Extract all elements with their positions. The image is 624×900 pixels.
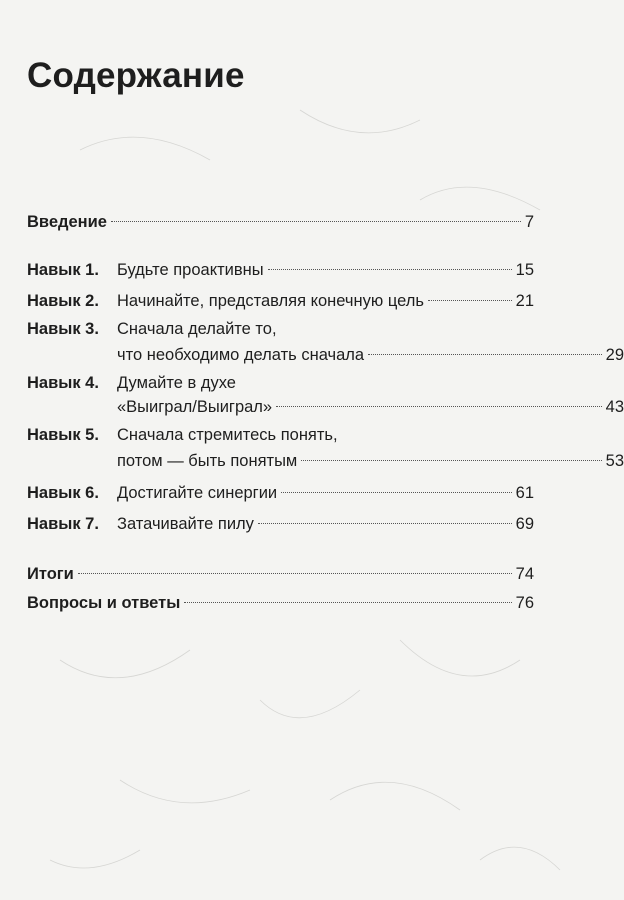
toc-entry-qa[interactable] [27, 592, 534, 614]
toc-page-number: 69 [515, 515, 534, 533]
toc-page-number: 74 [515, 565, 534, 583]
dot-leader [184, 602, 511, 603]
dot-leader [301, 460, 601, 461]
toc-page-number: 15 [515, 261, 534, 279]
dot-leader [281, 492, 512, 493]
toc-page-number: 53 [605, 452, 624, 470]
toc-entry-label: Итоги [27, 565, 74, 583]
toc-entry-skill-5[interactable] [27, 424, 534, 446]
skill-title-cont: что необходимо делать сначала [117, 346, 365, 364]
toc-entry-skill-4[interactable] [27, 372, 534, 394]
toc-page-number: 43 [605, 398, 624, 416]
toc-entry-skill-2[interactable] [27, 290, 534, 312]
skill-number: Навык 5. [27, 426, 99, 444]
toc-page-number: 76 [515, 594, 534, 612]
toc-entry-skill-6[interactable] [27, 482, 534, 504]
toc-page-number: 21 [515, 292, 534, 310]
dot-leader [428, 300, 512, 301]
toc-entry-label: Введение [27, 213, 107, 231]
toc-entry-skill-5-cont[interactable] [27, 450, 624, 472]
dot-leader [268, 269, 512, 270]
toc-entry-skill-1[interactable] [27, 259, 534, 281]
dot-leader [78, 573, 512, 574]
skill-title: Сначала стремитесь понять, [117, 426, 338, 444]
skill-title: Начинайте, представляя конечную цель [117, 292, 424, 310]
skill-number: Навык 4. [27, 374, 99, 392]
skill-title: Будьте проактивны [117, 261, 264, 279]
skill-number: Навык 2. [27, 292, 99, 310]
skill-title: Затачивайте пилу [117, 515, 254, 533]
toc-entry-summary[interactable] [27, 563, 534, 585]
skill-title-cont: «Выиграл/Выиграл» [117, 398, 273, 416]
skill-number: Навык 1. [27, 261, 99, 279]
toc-page-number: 61 [515, 484, 534, 502]
dot-leader [111, 221, 521, 222]
skill-number: Навык 3. [27, 320, 99, 338]
page-title: Содержание [27, 56, 245, 95]
skill-title: Достигайте синергии [117, 484, 278, 502]
skill-title: Сначала делайте то, [117, 320, 277, 338]
skill-number: Навык 7. [27, 515, 99, 533]
skill-title: Думайте в духе [117, 374, 236, 392]
toc-entry-label: Вопросы и ответы [27, 594, 181, 612]
toc-page-number: 29 [605, 346, 624, 364]
toc-entry-intro[interactable] [27, 211, 534, 233]
dot-leader [368, 354, 602, 355]
toc-page-number: 7 [524, 213, 534, 231]
toc-entry-skill-3-cont[interactable] [27, 344, 624, 366]
dot-leader [258, 523, 512, 524]
skill-title-cont: потом — быть понятым [117, 452, 298, 470]
toc-entry-skill-3[interactable] [27, 318, 534, 340]
toc-entry-skill-7[interactable] [27, 513, 534, 535]
toc-entry-skill-4-cont[interactable] [27, 396, 624, 418]
dot-leader [276, 406, 602, 407]
skill-number: Навык 6. [27, 484, 99, 502]
